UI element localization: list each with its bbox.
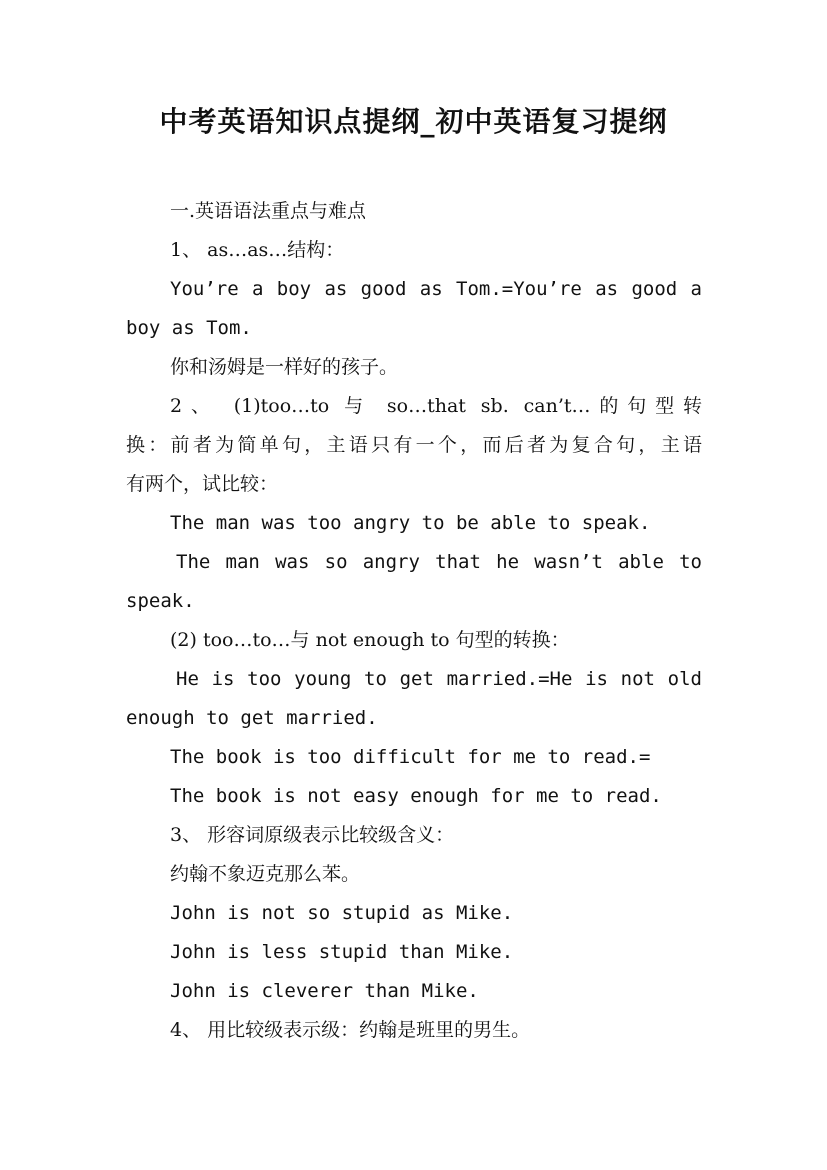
example-line: You’re a boy as good as Tom.=You’re as good a — [170, 278, 702, 300]
translation-line: 约翰不象迈克那么苯。 — [170, 863, 361, 885]
example-line: He is too young to get married.=He is not old — [176, 668, 702, 690]
example-line: boy as Tom. — [126, 317, 252, 339]
example-line: John is cleverer than Mike. — [170, 980, 479, 1002]
point-4-heading: 4、 用比较级表示级：约翰是班里的男生。 — [170, 1019, 531, 1041]
translation-line: 你和汤姆是一样好的孩子。 — [170, 356, 399, 378]
point-3-heading: 3、 形容词原级表示比较级含义： — [170, 824, 455, 846]
paragraph-line: 有两个，试比较： — [126, 473, 279, 495]
paragraph-line: 换：前者为简单句，主语只有一个，而后者为复合句，主语 — [126, 434, 702, 456]
example-line: speak. — [126, 590, 195, 612]
example-line: John is less stupid than Mike. — [170, 941, 514, 963]
point-2-sub-heading: (2) too…to…与 not enough to 句型的转换： — [170, 629, 570, 651]
example-line: John is not so stupid as Mike. — [170, 902, 514, 924]
section-heading: 一.英语语法重点与难点 — [170, 200, 367, 222]
example-line: The man was too angry to be able to speak. — [170, 512, 651, 534]
point-1-heading: 1、 as…as…结构： — [170, 239, 345, 261]
example-line: enough to get married. — [126, 707, 378, 729]
example-line: The book is not easy enough for me to read. — [170, 785, 662, 807]
document-title: 中考英语知识点提纲_初中英语复习提纲 — [159, 105, 668, 138]
example-line: The man was so angry that he wasn’t able to — [176, 551, 702, 573]
example-line: The book is too difficult for me to read.= — [170, 746, 651, 768]
point-2-heading: 2、 (1)too…to 与 so…that sb. can’t…的句型转 — [170, 395, 702, 417]
